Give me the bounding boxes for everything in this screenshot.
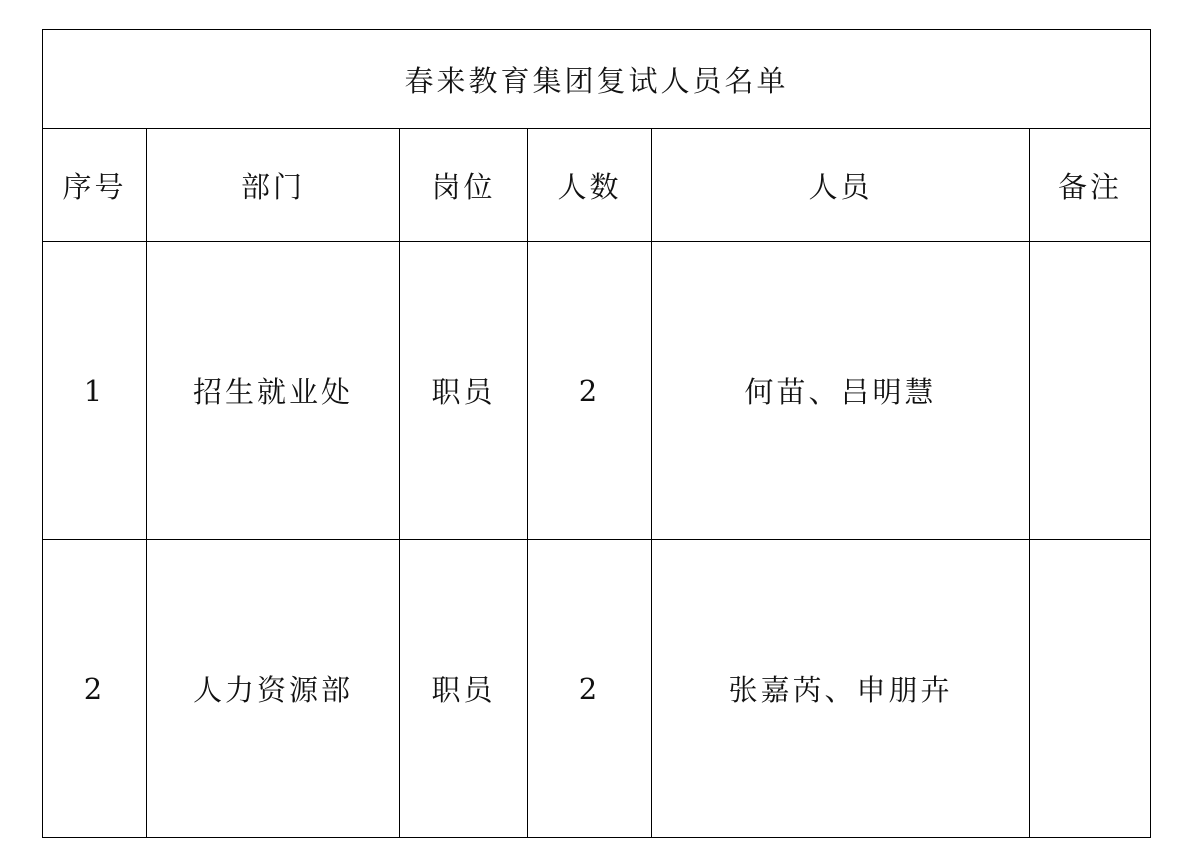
cell-index: 1 — [43, 242, 147, 540]
cell-members: 何苗、吕明慧 — [652, 242, 1030, 540]
cell-count: 2 — [528, 540, 652, 838]
header-row — [43, 129, 1151, 242]
cell-position: 职员 — [400, 242, 528, 540]
table-title: 春来教育集团复试人员名单 — [43, 30, 1151, 129]
cell-remarks — [1030, 540, 1151, 838]
table-row — [43, 242, 1151, 540]
column-header-index: 序号 — [43, 129, 147, 242]
document-sheet — [42, 29, 1151, 838]
cell-members: 张嘉芮、申朋卉 — [652, 540, 1030, 838]
column-header-remarks: 备注 — [1030, 129, 1151, 242]
table-row — [43, 540, 1151, 838]
cell-department: 招生就业处 — [147, 242, 400, 540]
cell-index: 2 — [43, 540, 147, 838]
cell-count: 2 — [528, 242, 652, 540]
cell-department: 人力资源部 — [147, 540, 400, 838]
roster-table — [42, 29, 1151, 838]
column-header-position: 岗位 — [400, 129, 528, 242]
column-header-count: 人数 — [528, 129, 652, 242]
cell-remarks — [1030, 242, 1151, 540]
column-header-members: 人员 — [652, 129, 1030, 242]
cell-position: 职员 — [400, 540, 528, 838]
title-row — [43, 30, 1151, 129]
column-header-department: 部门 — [147, 129, 400, 242]
